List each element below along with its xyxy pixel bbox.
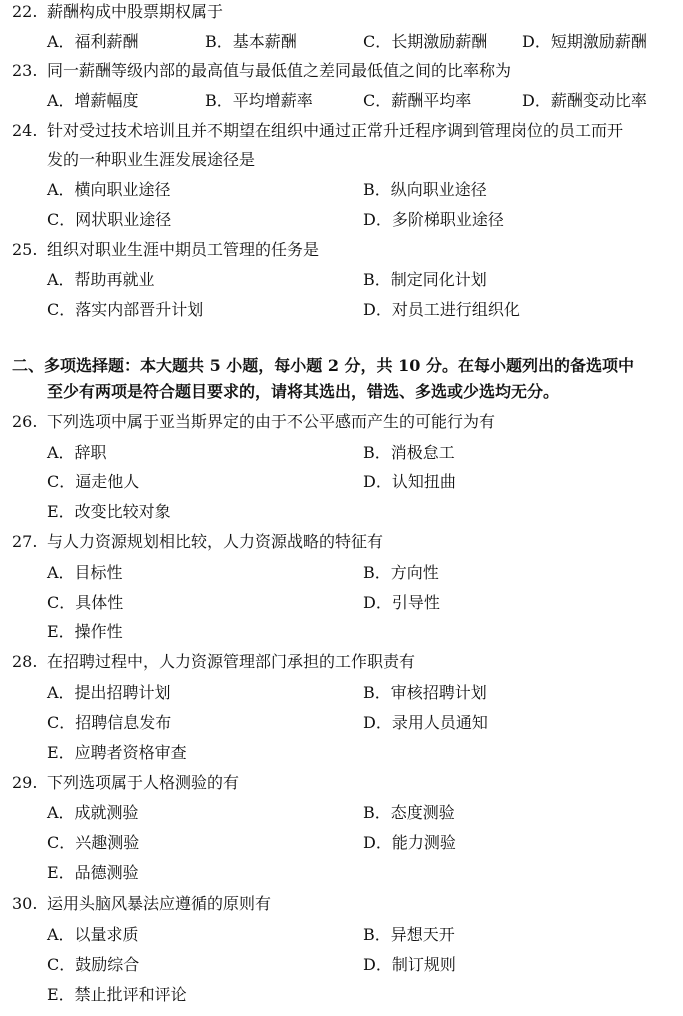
- q30-number: 30.: [12, 894, 38, 913]
- q26-option-d: D．认知扭曲: [363, 472, 456, 491]
- q25-option-a: A．帮助再就业: [47, 270, 155, 289]
- q23-option-b: B．平均增薪率: [205, 91, 313, 110]
- q27-option-e: E．操作性: [47, 622, 123, 641]
- q30-option-a: A．以量求质: [47, 925, 139, 944]
- q27-option-b: B．方向性: [363, 563, 439, 582]
- q29-stem: 下列选项属于人格测验的有: [47, 773, 240, 792]
- q30-option-d: D．制订规则: [363, 955, 456, 974]
- q24-stem-line2: 发的一种职业生涯发展途径是: [47, 150, 256, 169]
- q30-stem: 运用头脑风暴法应遵循的原则有: [47, 894, 272, 913]
- q30-option-b: B．异想天开: [363, 925, 455, 944]
- q24-number: 24.: [12, 121, 38, 140]
- q22-option-c: C．长期激励薪酬: [363, 32, 488, 51]
- q25-option-b: B．制定同化计划: [363, 270, 487, 289]
- q24-option-c: C．网状职业途径: [47, 210, 172, 229]
- q22-option-a: A．福利薪酬: [47, 32, 139, 51]
- q25-stem: 组织对职业生涯中期员工管理的任务是: [47, 240, 320, 259]
- q25-option-d: D．对员工进行组织化: [363, 300, 520, 319]
- q25-option-c: C．落实内部晋升计划: [47, 300, 204, 319]
- q27-option-a: A．目标性: [47, 563, 123, 582]
- q22-option-d: D．短期激励薪酬: [522, 32, 647, 51]
- q23-option-c: C．薪酬平均率: [363, 91, 472, 110]
- q28-option-d: D．录用人员通知: [363, 713, 488, 732]
- section2-heading-line2: 至少有两项是符合题目要求的，请将其选出，错选、多选或少选均无分。: [47, 382, 560, 401]
- q24-option-b: B．纵向职业途径: [363, 180, 487, 199]
- q23-option-a: A．增薪幅度: [47, 91, 139, 110]
- q27-stem: 与人力资源规划相比较，人力资源战略的特征有: [47, 532, 384, 551]
- q24-option-d: D．多阶梯职业途径: [363, 210, 504, 229]
- q29-option-c: C．兴趣测验: [47, 833, 140, 852]
- q22-option-b: B．基本薪酬: [205, 32, 297, 51]
- q25-number: 25.: [12, 240, 38, 259]
- q26-option-b: B．消极怠工: [363, 443, 455, 462]
- q26-option-a: A．辞职: [47, 443, 107, 462]
- q26-stem: 下列选项中属于亚当斯界定的由于不公平感而产生的可能行为有: [47, 412, 496, 431]
- q23-stem: 同一薪酬等级内部的最高值与最低值之差同最低值之间的比率称为: [47, 61, 512, 80]
- q28-option-a: A．提出招聘计划: [47, 683, 171, 702]
- q24-stem-line1: 针对受过技术培训且并不期望在组织中通过正常升迁程序调到管理岗位的员工而开: [47, 121, 624, 140]
- q26-number: 26.: [12, 412, 38, 431]
- q23-option-d: D．薪酬变动比率: [522, 91, 647, 110]
- q22-number: 22.: [12, 2, 38, 21]
- q30-option-e: E．禁止批评和评论: [47, 985, 187, 1004]
- q29-option-b: B．态度测验: [363, 803, 455, 822]
- q28-option-e: E．应聘者资格审查: [47, 743, 187, 762]
- q22-stem: 薪酬构成中股票期权属于: [47, 2, 224, 21]
- q28-option-b: B．审核招聘计划: [363, 683, 487, 702]
- q27-option-d: D．引导性: [363, 593, 440, 612]
- section2-heading-line1: 二、多项选择题：本大题共 5 小题，每小题 2 分，共 10 分。在每小题列出的备选项中: [12, 356, 634, 375]
- q29-option-e: E．品德测验: [47, 863, 139, 882]
- q28-number: 28.: [12, 652, 38, 671]
- q28-option-c: C．招聘信息发布: [47, 713, 172, 732]
- q28-stem: 在招聘过程中，人力资源管理部门承担的工作职责有: [47, 652, 416, 671]
- q29-option-a: A．成就测验: [47, 803, 139, 822]
- q23-number: 23.: [12, 61, 38, 80]
- q29-number: 29.: [12, 773, 38, 792]
- q27-number: 27.: [12, 532, 38, 551]
- q26-option-e: E．改变比较对象: [47, 502, 171, 521]
- q26-option-c: C．逼走他人: [47, 472, 140, 491]
- q27-option-c: C．具体性: [47, 593, 124, 612]
- q30-option-c: C．鼓励综合: [47, 955, 140, 974]
- q24-option-a: A．横向职业途径: [47, 180, 171, 199]
- q29-option-d: D．能力测验: [363, 833, 456, 852]
